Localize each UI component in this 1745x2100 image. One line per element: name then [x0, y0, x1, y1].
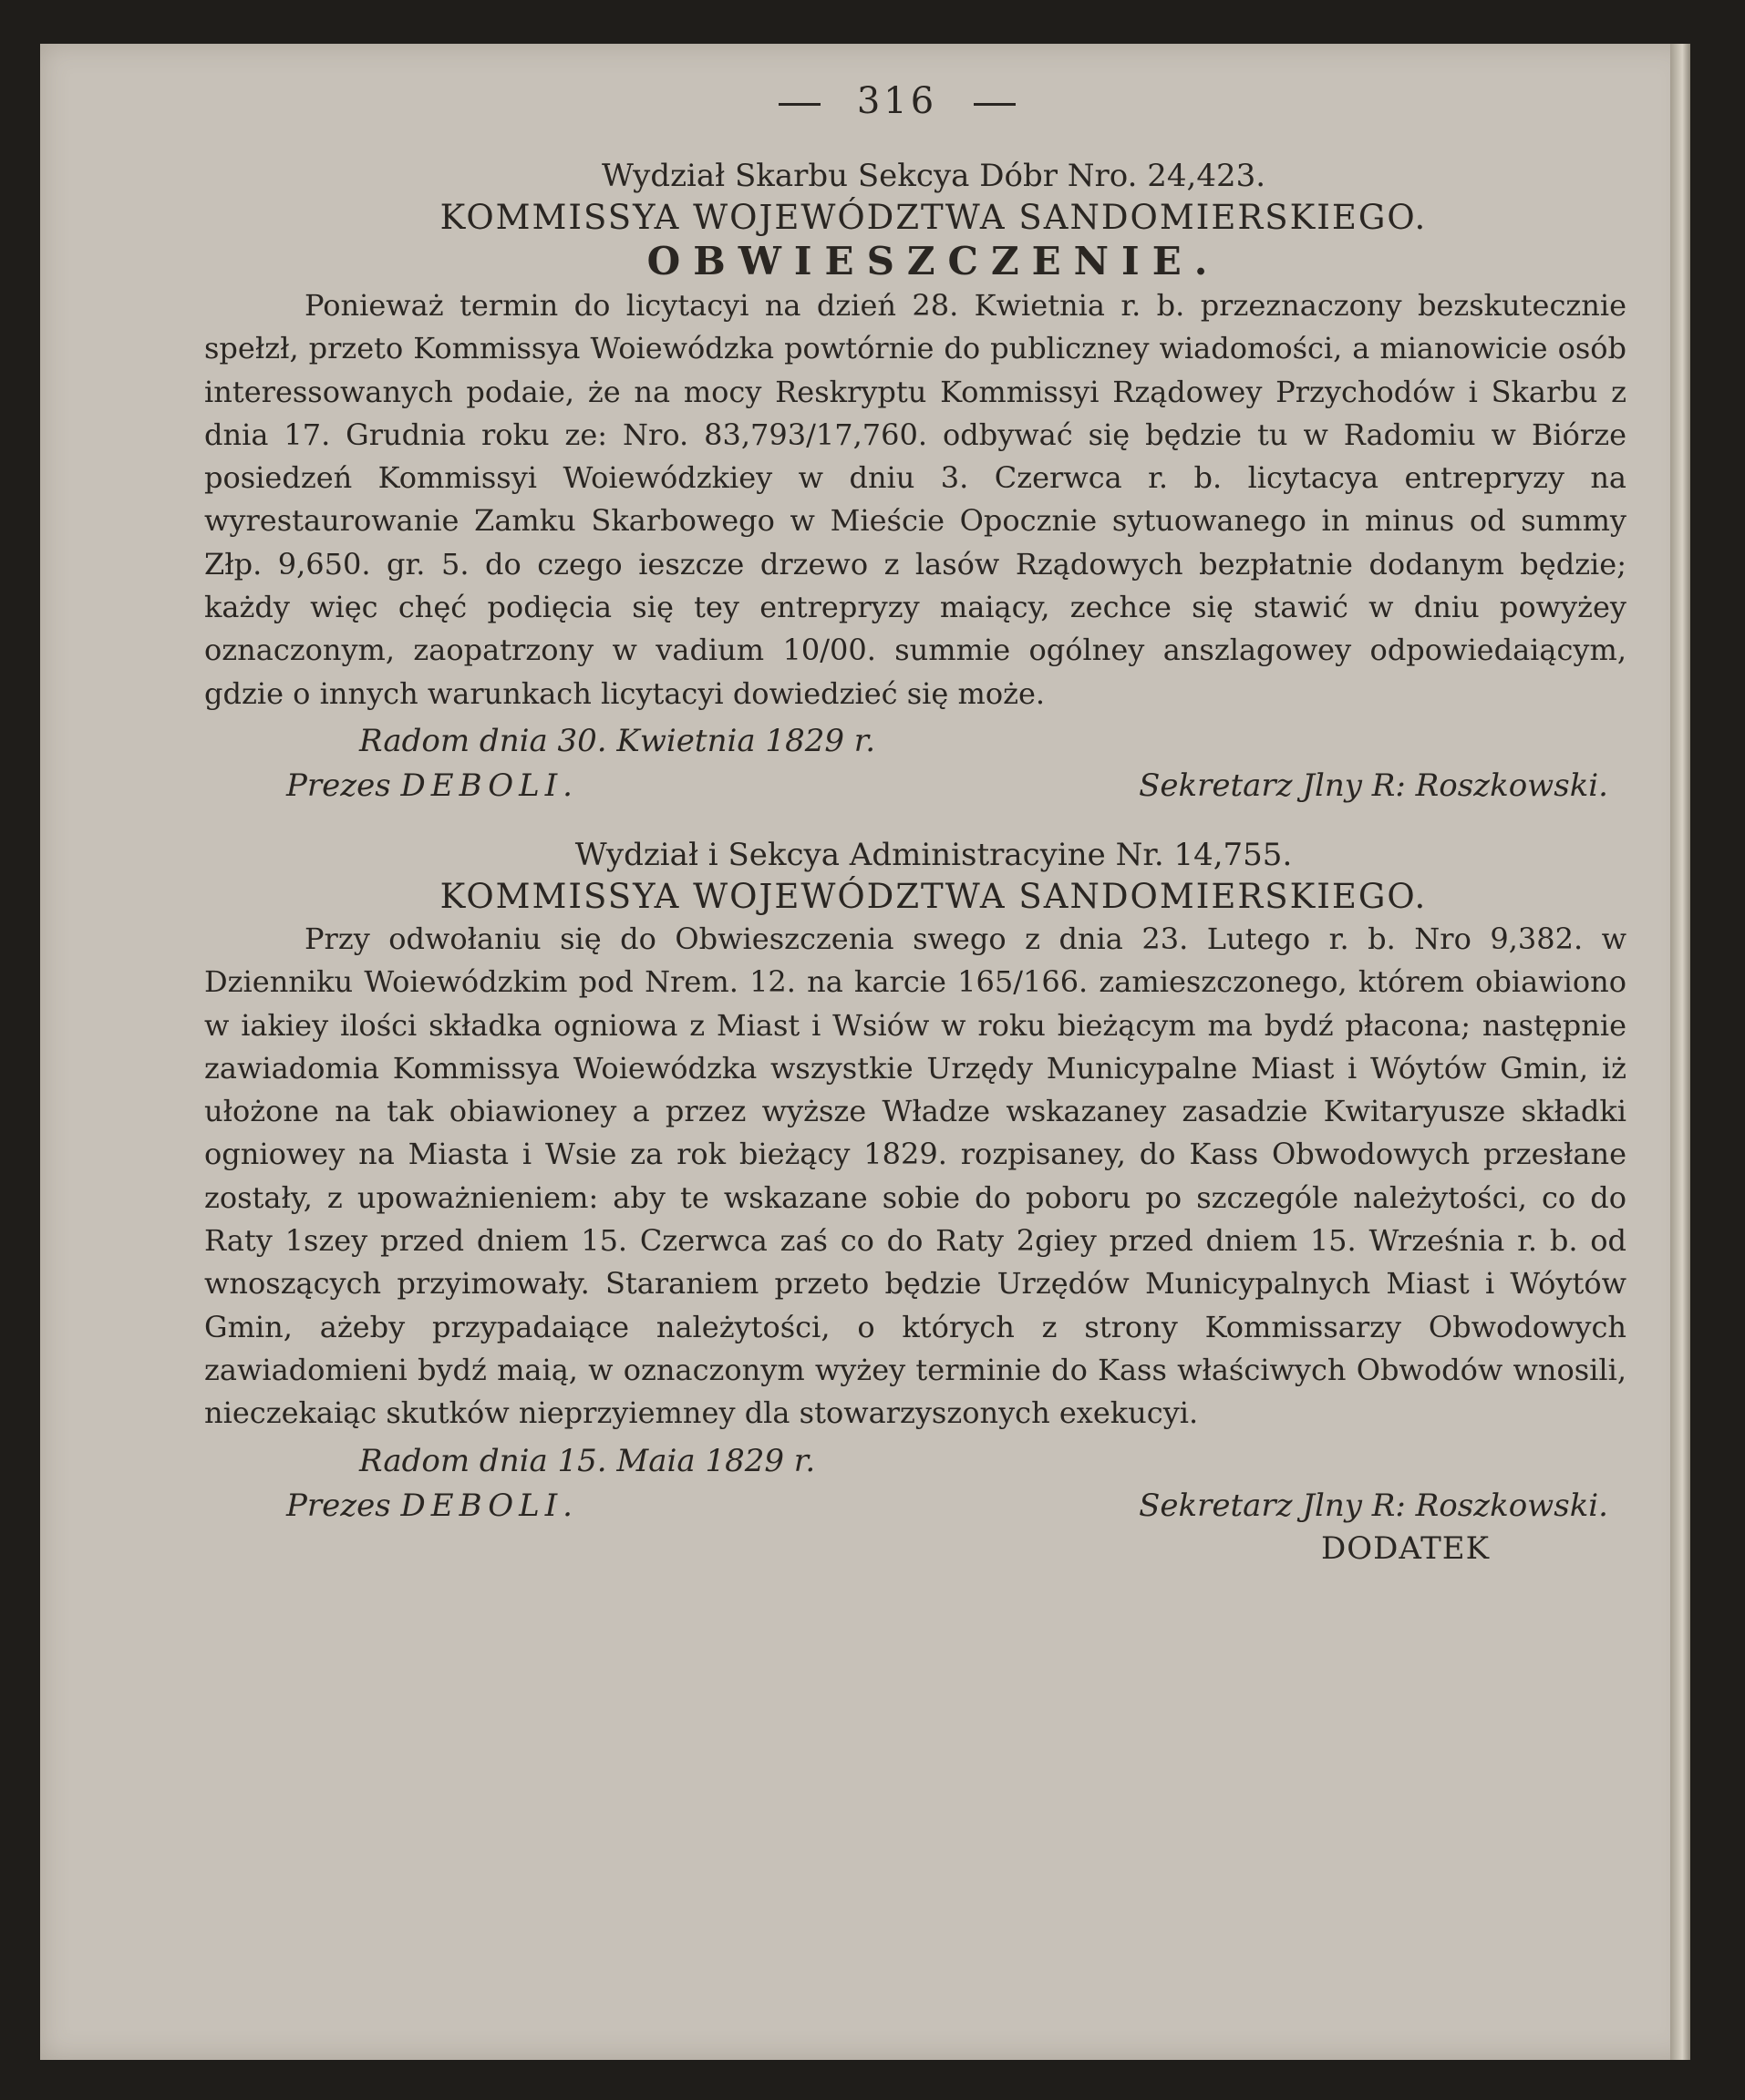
catchword: DODATEK — [1321, 1529, 1490, 1567]
page-number-line — [204, 80, 1663, 122]
notice-2-signatures — [204, 1483, 1663, 1529]
book-page — [40, 44, 1690, 2060]
page-content — [204, 80, 1663, 1567]
notice-1-title: OBWIESZCZENIE. — [646, 239, 1221, 283]
notice-1 — [204, 155, 1663, 808]
notice-2-department: Wydział i Sekcya Administracyine Nr. 14,755. — [574, 836, 1293, 873]
notice-2-secretary: Sekretarz Jlny R: Roszkowski. — [1139, 1487, 1608, 1524]
notice-1-department: Wydział Skarbu Sekcya Dóbr Nro. 24,423. — [601, 158, 1266, 194]
page-binding-edge — [1670, 44, 1690, 2060]
notice-1-dateline: Radom dnia 30. Kwietnia 1829 r. — [359, 722, 876, 759]
dash-right — [974, 103, 1016, 106]
notice-1-commission: KOMMISSYA WOJEWÓDZTWA SANDOMIERSKIEGO. — [439, 198, 1428, 237]
notice-2-president: Prezes DEBOLI. — [286, 1487, 578, 1524]
notice-2 — [204, 834, 1663, 1529]
page-number: 316 — [856, 80, 938, 122]
notice-1-signatures — [204, 763, 1663, 808]
notice-2-president-name: DEBOLI. — [400, 1487, 578, 1524]
dash-left — [779, 103, 821, 106]
notice-2-commission: KOMMISSYA WOJEWÓDZTWA SANDOMIERSKIEGO. — [439, 876, 1428, 916]
notice-1-body: Ponieważ termin do licytacyi na dzień 28. Kwietnia r. b. przeznaczony bezskutecznie spełzł, przeto Kommissya Woiewódzka powtórnie do publiczney wiadomości, a mianowicie osób interessowanych podaie, że na mocy Reskryptu Kommissyi Rządowey Przychodów i Skarbu z dnia 17. Grudnia roku ze: Nro. 83,793/17,760. odbywać się będzie tu w Radomiu w Biórze posiedzeń Kommissyi Woiewódzkiey w dniu 3. Czerwca r. b. licytacya entrepryzy na wyrestaurowanie Zamku Skarbowego w Mieście Opocznie sytuowanego in minus od summy Złp. 9,650. gr. 5. do czego ieszcze drzewo z lasów Rządowych bezpłatnie dodanym będzie; każdy więc chęć podięcia się tey entrepryzy maiący, zechce się stawić w dniu powyżey oznaczonym, zaopatrzony w vadium 10/00. summie ogólney anszlagowey odpowiedaiącym, gdzie o innych warunkach licytacyi dowiedzieć się może. — [204, 288, 1626, 711]
notice-1-president: Prezes DEBOLI. — [286, 767, 578, 804]
notice-1-secretary: Sekretarz Jlny R: Roszkowski. — [1139, 767, 1608, 804]
notice-1-president-name: DEBOLI. — [400, 767, 578, 804]
notice-2-dateline: Radom dnia 15. Maia 1829 r. — [359, 1442, 816, 1479]
notice-2-body: Przy odwołaniu się do Obwieszczenia swego z dnia 23. Lutego r. b. Nro 9,382. w Dzienniku Woiewódzkim pod Nrem. 12. na karcie 165/166. zamieszczonego, którem obiawiono w iakiey ilości składka ogniowa z Miast i Wsiów w roku bieżącym ma bydź płacona; następnie zawiadomia Kommissya Woiewódzka wszystkie Urzędy Municypalne Miast i Wóytów Gmin, iż ułożone na tak obiawioney a przez wyższe Władze wskazaney zasadzie Kwitaryusze składki ogniowey na Miasta i Wsie za rok bieżący 1829. rozpisaney, do Kass Obwodowych przesłane zostały, z upoważnieniem: aby te wskazane sobie do poboru po szczególe należytości, co do Raty 1szey przed dniem 15. Czerwca zaś co do Raty 2giey przed dniem 15. Września r. b. od wnoszących przyimowały. Staraniem przeto będzie Urzędów Municypalnych Miast i Wóytów Gmin, ażeby przypadaiące należytości, o których z strony Kommissarzy Obwodowych zawiadomieni bydź maią, w oznaczonym wyżey terminie do Kass właściwych Obwodów wnosili, nieczekaiąc skutków nieprzyiemney dla stowarzyszonych exekucyi. — [204, 921, 1626, 1431]
